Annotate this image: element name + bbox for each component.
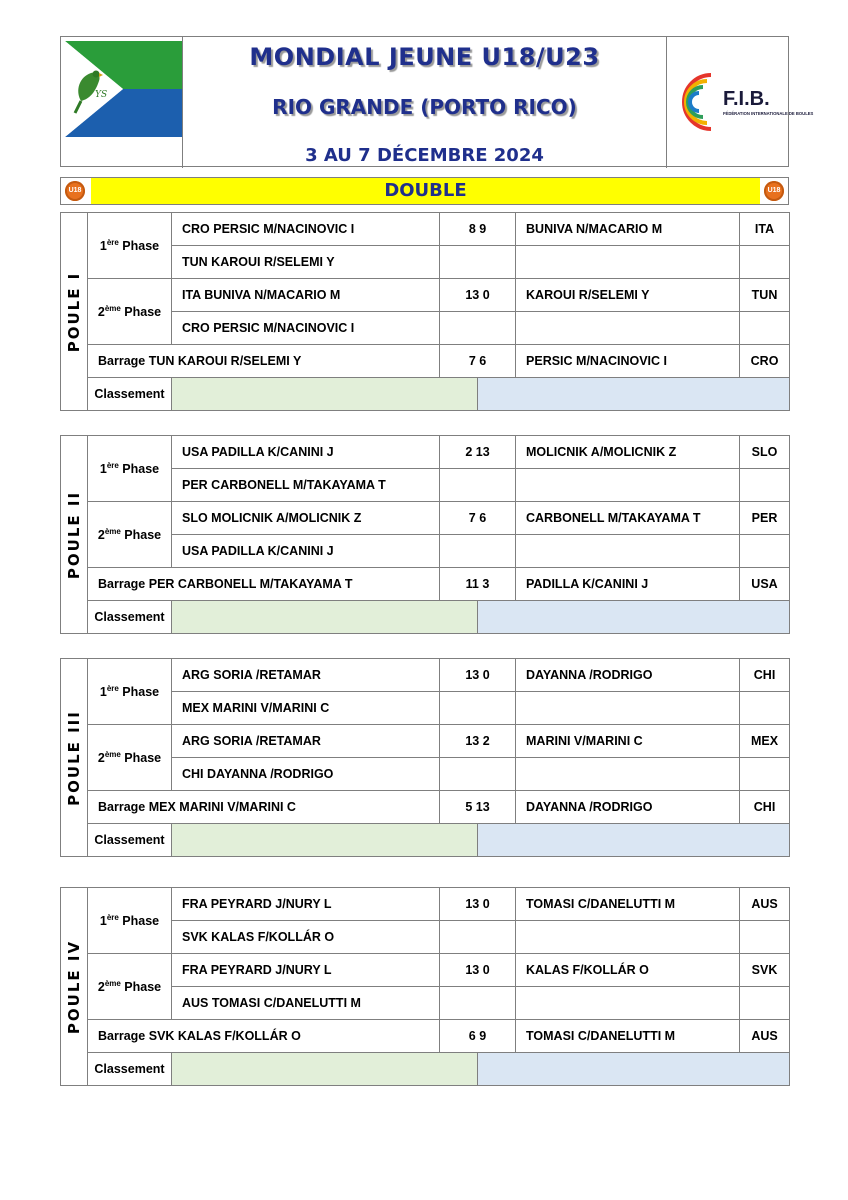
- winner-cell: [740, 469, 790, 502]
- score-cell: [440, 535, 516, 568]
- phase-label: 1ère Phase: [88, 888, 172, 954]
- opponent-cell: [516, 921, 740, 954]
- table-row: [61, 378, 790, 411]
- svg-text:FÉDÉRATION INTERNATIONALE DE B: FÉDÉRATION INTERNATIONALE DE BOULES: [723, 111, 814, 116]
- score-cell: 13 0: [440, 279, 516, 312]
- score-cell: 8 9: [440, 213, 516, 246]
- winner-cell: [740, 312, 790, 345]
- opponent-cell: TOMASI C/DANELUTTI M: [516, 1020, 740, 1053]
- winner-cell: SLO: [740, 436, 790, 469]
- classement-label: Classement: [88, 824, 172, 857]
- location-title: RIO GRANDE (PORTO RICO): [272, 95, 577, 119]
- svg-text:YS: YS: [95, 90, 108, 100]
- u18-badge-icon: U18: [764, 181, 784, 201]
- winner-cell: CHI: [740, 659, 790, 692]
- score-cell: [440, 758, 516, 791]
- opponent-cell: [516, 246, 740, 279]
- fib-ball-icon: [684, 75, 711, 129]
- team-cell: TUN KAROUI R/SELEMI Y: [172, 246, 440, 279]
- table-row: [61, 1053, 790, 1086]
- opponent-cell: TOMASI C/DANELUTTI M: [516, 888, 740, 921]
- team-cell: MEX MARINI V/MARINI C: [172, 692, 440, 725]
- pool-table: [60, 435, 789, 630]
- phase-label: 2ème Phase: [88, 725, 172, 791]
- score-cell: 13 0: [440, 888, 516, 921]
- page-title: MONDIAL JEUNE U18/U23: [249, 43, 600, 71]
- winner-cell: [740, 535, 790, 568]
- phase-label: 2ème Phase: [88, 502, 172, 568]
- barrage-cell: Barrage TUN KAROUI R/SELEMI Y: [88, 345, 440, 378]
- winner-cell: USA: [740, 568, 790, 601]
- score-cell: 6 9: [440, 1020, 516, 1053]
- opponent-cell: KAROUI R/SELEMI Y: [516, 279, 740, 312]
- team-cell: SLO MOLICNIK A/MOLICNIK Z: [172, 502, 440, 535]
- winner-cell: [740, 987, 790, 1020]
- opponent-cell: [516, 469, 740, 502]
- table-row: [61, 279, 790, 312]
- classement-blue-cell: [478, 1053, 790, 1086]
- team-cell: FRA PEYRARD J/NURY L: [172, 954, 440, 987]
- poule-label: POULE III: [65, 709, 83, 806]
- team-cell: ARG SORIA /RETAMAR: [172, 659, 440, 692]
- score-cell: 13 2: [440, 725, 516, 758]
- table-row: [61, 791, 790, 824]
- score-cell: 13 0: [440, 954, 516, 987]
- u18-badge-icon: U18: [65, 181, 85, 201]
- team-cell: ARG SORIA /RETAMAR: [172, 725, 440, 758]
- score-cell: [440, 987, 516, 1020]
- poule-label: POULE II: [65, 490, 83, 579]
- table-row: [61, 659, 790, 692]
- classement-blue-cell: [478, 378, 790, 411]
- barrage-cell: Barrage PER CARBONELL M/TAKAYAMA T: [88, 568, 440, 601]
- classement-green-cell: [172, 601, 478, 634]
- poule-cell: [61, 213, 88, 411]
- table-row: [61, 568, 790, 601]
- winner-cell: AUS: [740, 888, 790, 921]
- pool-table: [60, 887, 789, 1082]
- score-cell: [440, 692, 516, 725]
- opponent-cell: [516, 987, 740, 1020]
- winner-cell: PER: [740, 502, 790, 535]
- poule-cell: [61, 659, 88, 857]
- opponent-cell: DAYANNA /RODRIGO: [516, 659, 740, 692]
- team-cell: ITA BUNIVA N/MACARIO M: [172, 279, 440, 312]
- poule-cell: [61, 436, 88, 634]
- classement-label: Classement: [88, 378, 172, 411]
- table-row: [61, 436, 790, 469]
- opponent-cell: [516, 692, 740, 725]
- barrage-cell: Barrage MEX MARINI V/MARINI C: [88, 791, 440, 824]
- table-row: [61, 954, 790, 987]
- team-cell: PER CARBONELL M/TAKAYAMA T: [172, 469, 440, 502]
- svg-text:F.I.B.: F.I.B.: [723, 88, 770, 110]
- opponent-cell: [516, 312, 740, 345]
- classement-green-cell: [172, 1053, 478, 1086]
- opponent-cell: MOLICNIK A/MOLICNIK Z: [516, 436, 740, 469]
- winner-cell: [740, 692, 790, 725]
- table-row: [61, 213, 790, 246]
- table-row: [61, 601, 790, 634]
- opponent-cell: PERSIC M/NACINOVIC I: [516, 345, 740, 378]
- winner-cell: AUS: [740, 1020, 790, 1053]
- phase-label: 1ère Phase: [88, 213, 172, 279]
- team-cell: CRO PERSIC M/NACINOVIC I: [172, 312, 440, 345]
- opponent-cell: MARINI V/MARINI C: [516, 725, 740, 758]
- opponent-cell: PADILLA K/CANINI J: [516, 568, 740, 601]
- opponent-cell: [516, 758, 740, 791]
- poule-label: POULE I: [65, 271, 83, 352]
- phase-label: 1ère Phase: [88, 659, 172, 725]
- phase-label: 1ère Phase: [88, 436, 172, 502]
- score-cell: [440, 469, 516, 502]
- fib-logo: [671, 67, 814, 137]
- classement-blue-cell: [478, 824, 790, 857]
- score-cell: [440, 246, 516, 279]
- category-bar: [60, 177, 789, 205]
- team-cell: USA PADILLA K/CANINI J: [172, 436, 440, 469]
- team-cell: CRO PERSIC M/NACINOVIC I: [172, 213, 440, 246]
- opponent-cell: CARBONELL M/TAKAYAMA T: [516, 502, 740, 535]
- opponent-cell: KALAS F/KOLLÁR O: [516, 954, 740, 987]
- score-cell: 7 6: [440, 345, 516, 378]
- barrage-cell: Barrage SVK KALAS F/KOLLÁR O: [88, 1020, 440, 1053]
- classement-label: Classement: [88, 601, 172, 634]
- team-cell: AUS TOMASI C/DANELUTTI M: [172, 987, 440, 1020]
- pool-table: [60, 658, 789, 853]
- classement-green-cell: [172, 824, 478, 857]
- pool-table: [60, 212, 789, 407]
- table-row: [61, 502, 790, 535]
- table-row: [61, 824, 790, 857]
- winner-cell: [740, 246, 790, 279]
- document-header: [60, 36, 814, 167]
- winner-cell: SVK: [740, 954, 790, 987]
- team-cell: FRA PEYRARD J/NURY L: [172, 888, 440, 921]
- score-cell: 5 13: [440, 791, 516, 824]
- score-cell: 11 3: [440, 568, 516, 601]
- winner-cell: CRO: [740, 345, 790, 378]
- table-row: [61, 725, 790, 758]
- winner-cell: CHI: [740, 791, 790, 824]
- classement-label: Classement: [88, 1053, 172, 1086]
- score-cell: 2 13: [440, 436, 516, 469]
- team-cell: CHI DAYANNA /RODRIGO: [172, 758, 440, 791]
- poule-label: POULE IV: [65, 939, 83, 1034]
- team-cell: SVK KALAS F/KOLLÁR O: [172, 921, 440, 954]
- phase-label: 2ème Phase: [88, 954, 172, 1020]
- winner-cell: [740, 921, 790, 954]
- table-row: [61, 345, 790, 378]
- classement-blue-cell: [478, 601, 790, 634]
- classement-green-cell: [172, 378, 478, 411]
- winner-cell: TUN: [740, 279, 790, 312]
- dates-title: 3 AU 7 DÉCEMBRE 2024: [305, 145, 544, 166]
- opponent-cell: DAYANNA /RODRIGO: [516, 791, 740, 824]
- score-cell: 13 0: [440, 659, 516, 692]
- score-cell: [440, 921, 516, 954]
- table-row: [61, 1020, 790, 1053]
- flag-logo: [65, 41, 182, 137]
- opponent-cell: BUNIVA N/MACARIO M: [516, 213, 740, 246]
- category-label: DOUBLE: [384, 180, 467, 201]
- phase-label: 2ème Phase: [88, 279, 172, 345]
- winner-cell: MEX: [740, 725, 790, 758]
- table-row: [61, 888, 790, 921]
- team-cell: USA PADILLA K/CANINI J: [172, 535, 440, 568]
- winner-cell: ITA: [740, 213, 790, 246]
- winner-cell: [740, 758, 790, 791]
- opponent-cell: [516, 535, 740, 568]
- poule-cell: [61, 888, 88, 1086]
- score-cell: 7 6: [440, 502, 516, 535]
- score-cell: [440, 312, 516, 345]
